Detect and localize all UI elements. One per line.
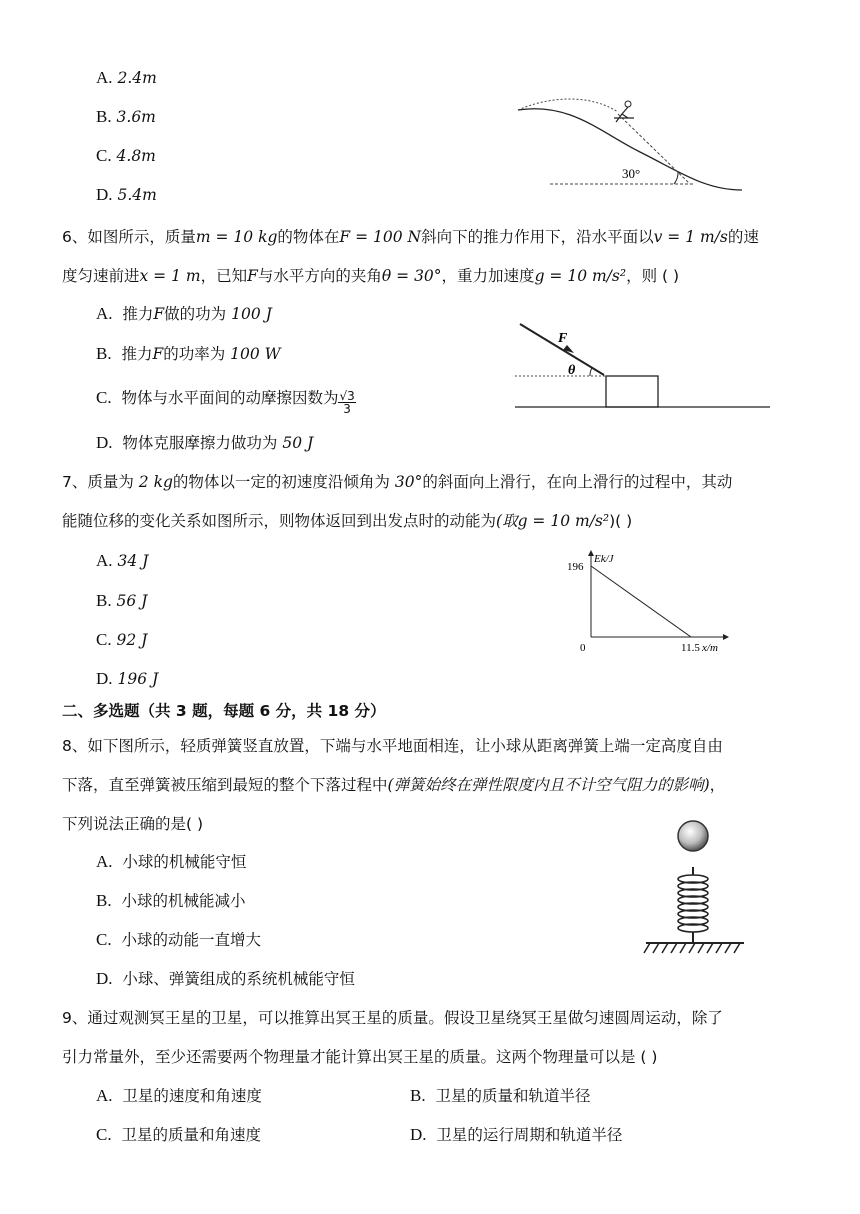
q7-text: )( ) (609, 512, 633, 530)
option-text: 56 J (116, 592, 148, 610)
theta-label: θ (568, 363, 576, 378)
q6-option-b (96, 343, 281, 365)
q8-option-b (96, 890, 245, 912)
option-letter: A. (96, 68, 113, 87)
option-text: 小球的机械能减小 (121, 892, 246, 910)
option-letter: B. (96, 344, 112, 363)
option-value: 100 W (230, 345, 281, 363)
ground-hatching (644, 943, 740, 953)
q5-option-c (96, 145, 156, 167)
option-value: 100 J (231, 305, 272, 323)
angle-label: 30° (622, 166, 641, 181)
q8-line-1: 8、如下图所示，轻质弹簧竖直放置，下端与水平地面相连，让小球从距离弹簧上端一定高度自由 (62, 737, 723, 755)
option-text: 卫星的质量和轨道半径 (435, 1087, 591, 1105)
option-letter: C. (96, 630, 112, 649)
q6-option-a (96, 303, 272, 325)
x-tick-label: 11.5 (681, 642, 700, 654)
q5-option-b (96, 106, 156, 128)
q6-line-2 (62, 265, 679, 287)
q6-angle: θ = 30° (381, 267, 442, 285)
option-text: 小球的动能一直增大 (121, 931, 261, 949)
option-letter: B. (96, 891, 112, 910)
option-text: 196 J (117, 670, 159, 688)
option-letter: D. (96, 185, 113, 204)
option-letter: D. (96, 669, 113, 688)
trajectory-dashed (518, 99, 618, 112)
q8-option-d (96, 968, 355, 990)
option-text: 推力 (121, 345, 153, 363)
q8-spring-figure (640, 815, 750, 965)
q5-option-d (96, 184, 157, 206)
q6-text: 6、如图所示，质量 (62, 228, 196, 246)
q7-ek-chart (560, 548, 735, 658)
q7-gravity: g = 10 m/s² (517, 512, 610, 530)
option-letter: C. (96, 388, 112, 407)
spring-coils (678, 875, 708, 932)
option-var: F (153, 305, 165, 323)
y-tick-label: 196 (567, 561, 584, 573)
skier-head (625, 101, 631, 107)
q7-text: 的斜面向上滑行，在向上滑行的过程中，其动 (422, 473, 733, 491)
option-text: 5.4m (117, 186, 157, 204)
option-letter: C. (96, 146, 112, 165)
option-letter: B. (410, 1086, 426, 1105)
option-text: 卫星的速度和角速度 (122, 1087, 262, 1105)
q6-force-var: F (247, 267, 258, 285)
q7-text: (取 (496, 512, 518, 530)
fraction-denominator: 3 (343, 402, 351, 416)
q6-block-figure (510, 318, 775, 413)
q8-text: ， (709, 776, 726, 794)
ball (678, 821, 708, 851)
option-letter: C. (96, 930, 112, 949)
angle-arc (590, 368, 592, 376)
y-axis-label: Ek/J (594, 553, 614, 565)
q6-text: 的物体在 (277, 228, 340, 246)
option-text: 推力 (122, 305, 154, 323)
q5-slope-figure (510, 92, 750, 202)
option-var: F (152, 345, 164, 363)
q6-option-d (96, 432, 313, 454)
q9-option-a (96, 1085, 262, 1107)
option-text: 34 J (117, 552, 149, 570)
q8-text: 下落，直至弹簧被压缩到最短的整个下落过程中 (62, 776, 388, 794)
q9-line-2: 引力常量外，至少还需要两个物理量才能计算出冥王星的质量。这两个物理量可以是 ( ) (62, 1048, 658, 1066)
q6-text: 度匀速前进 (62, 267, 140, 285)
fraction (338, 390, 355, 415)
option-text: 物体与水平面间的动摩擦因数为 (121, 389, 339, 407)
q9-option-b (410, 1085, 590, 1107)
q7-option-b (96, 590, 147, 612)
q6-text: ，重力加速度 (441, 267, 535, 285)
q6-text: ，则 ( ) (626, 267, 680, 285)
option-text: 2.4m (117, 69, 157, 87)
option-text: 的功率为 (163, 345, 231, 363)
option-letter: A. (96, 304, 113, 323)
q7-option-c (96, 629, 147, 651)
option-letter: A. (96, 1086, 113, 1105)
q7-option-d (96, 668, 158, 690)
q6-mass: m = 10 kg (195, 228, 278, 246)
option-letter: D. (96, 969, 113, 988)
option-text: 卫星的运行周期和轨道半径 (436, 1126, 623, 1144)
q6-gravity: g = 10 m/s² (534, 267, 627, 285)
force-label: F (558, 331, 568, 346)
q6-force: F = 100 N (339, 228, 422, 246)
option-text: 4.8m (116, 147, 156, 165)
option-letter: B. (96, 107, 112, 126)
origin-label: 0 (580, 642, 586, 654)
x-axis-label: x/m (702, 642, 718, 654)
fraction-numerator: √3 (339, 389, 355, 403)
option-text: 卫星的质量和角速度 (121, 1126, 261, 1144)
q7-option-a (96, 550, 148, 572)
q6-velocity: v = 1 m/s (653, 228, 728, 246)
block (606, 376, 658, 407)
option-letter: A. (96, 852, 113, 871)
skier-body (614, 107, 634, 122)
q7-line-1 (62, 471, 732, 493)
q6-line-1 (62, 226, 759, 248)
q6-displacement: x = 1 m (139, 267, 201, 285)
q8-line-3: 下列说法正确的是( ) (62, 815, 204, 833)
q8-condition: (弹簧始终在弹性限度内且不计空气阻力的影响) (387, 776, 710, 794)
q7-text: 7、质量为 (62, 473, 139, 491)
angle-arc (674, 172, 678, 184)
option-text: 做的功为 (164, 305, 232, 323)
q7-text: 的物体以一定的初速度沿倾角为 (172, 473, 395, 491)
q9-option-c (96, 1124, 261, 1146)
option-text: 92 J (116, 631, 148, 649)
option-letter: B. (96, 591, 112, 610)
option-text: 物体克服摩擦力做功为 (122, 434, 283, 452)
option-letter: D. (410, 1125, 427, 1144)
section-heading: 二、多选题（共 3 题，每题 6 分，共 18 分） (62, 702, 386, 720)
option-letter: A. (96, 551, 113, 570)
x-axis-arrow (723, 634, 729, 640)
q6-option-c (96, 387, 356, 415)
q6-text: ，已知 (200, 267, 248, 285)
option-text: 小球、弹簧组成的系统机械能守恒 (122, 970, 355, 988)
q5-option-a (96, 67, 157, 89)
q6-text: 与水平方向的夹角 (257, 267, 382, 285)
q7-mass: 2 kg (138, 473, 173, 491)
option-value: 50 J (282, 434, 314, 452)
q8-option-c (96, 929, 261, 951)
q7-angle: 30° (394, 473, 423, 491)
q8-line-2 (62, 774, 725, 796)
q6-text: 的速 (727, 228, 759, 246)
q9-line-1: 9、通过观测冥王星的卫星，可以推算出冥王星的质量。假设卫星绕冥王星做匀速圆周运动，除了 (62, 1009, 723, 1027)
q6-text: 斜向下的推力作用下，沿水平面以 (421, 228, 654, 246)
q7-text: 能随位移的变化关系如图所示，则物体返回到出发点时的动能为 (62, 512, 497, 530)
q7-line-2 (62, 510, 632, 532)
q9-option-d (410, 1124, 622, 1146)
q8-option-a (96, 851, 246, 873)
series-line (591, 566, 691, 637)
option-text: 3.6m (116, 108, 156, 126)
option-text: 小球的机械能守恒 (122, 853, 247, 871)
option-letter: D. (96, 433, 113, 452)
option-letter: C. (96, 1125, 112, 1144)
